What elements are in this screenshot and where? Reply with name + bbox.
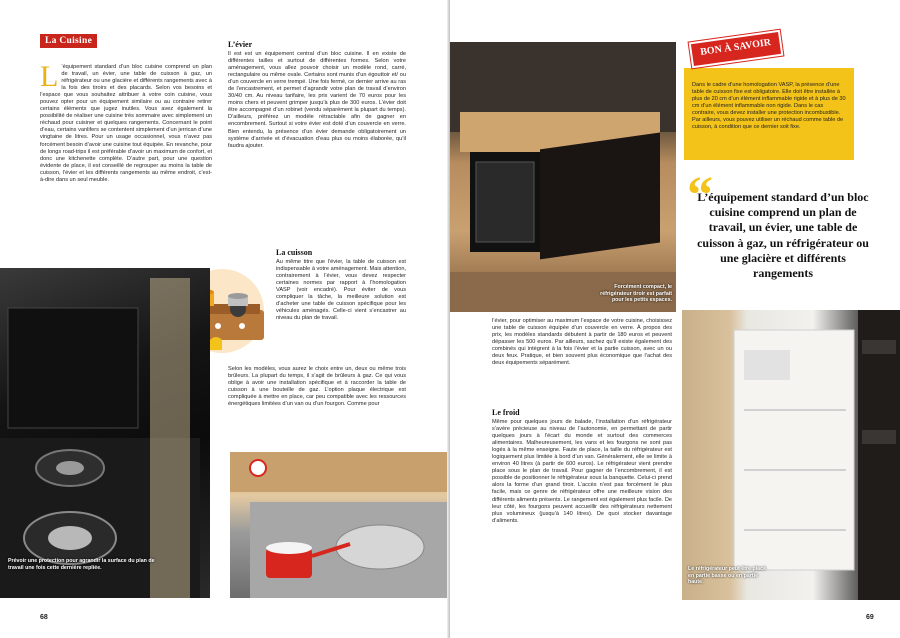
cuisson-text-b: Selon les modèles, vous aurez le choix entre un, deux ou même trois brûleurs. La plupart du temps, il s’agit de brûleurs à gaz. Ce qui vous oblige à avoir une installation spécifique et à raccorder la table de cuisson à une bouteille de gaz. L’option plaque électrique est compliquée à mettre en place, car peu compatible avec les ressources énergétiques limitées d’un van ou d’un fourgon. Comme pour xyxy=(228,366,406,408)
fridge-photo xyxy=(682,310,900,600)
drawer-photo-caption: Forcément compact, le réfrigérateur tiroir est parfait pour les petits espaces. xyxy=(600,284,672,304)
cuisson-continued xyxy=(228,366,406,450)
quote-mark-icon: “ xyxy=(687,167,713,224)
cuisson-heading: La cuisson xyxy=(276,248,313,257)
evier-heading: L’évier xyxy=(228,40,253,49)
right-page xyxy=(450,0,900,638)
froid-heading: Le froid xyxy=(492,408,520,417)
folio-left: 68 xyxy=(40,614,48,621)
continuation-column xyxy=(492,318,672,398)
cuisson-text-a: Au même titre que l’évier, la table de cuisson est indispensable à votre aménagement. Mais attention, contrairement à l’évier, vous devez respecter certaines normes par rapport à l’homologation VASP (voir encadré). Pour éviter de vous compliquer la tâche, la meilleure solution est d’acheter une table de cuisson spécifique pour les véhicules aménagés. Celle-ci vient s’encastrer au niveau du plan de travail. xyxy=(276,259,406,322)
dropcap: L xyxy=(40,64,59,93)
info-box-text: Dans le cadre d’une homologation VASP, la présence d’une table de cuisson fixe est obligatoire. Elle doit être installée à plus de 20 cm d’un élément inflammable rigide et à plus de 30 cm d’un élément inflammable non rigide. Dans le cas contraire, vous devez installer une protection incombustible. Par ailleurs, vous pouvez utiliser un réchaud comme table de cuisson, à condition que ce dernier soit fixe. xyxy=(692,82,846,130)
badge-label: BON À SAVOIR xyxy=(699,37,772,58)
folio-right: 69 xyxy=(866,614,874,621)
section-tag: La Cuisine xyxy=(40,34,97,48)
intro-column xyxy=(40,64,212,270)
continuation-text: l’évier, pour optimiser au maximum l’espace de votre cuisine, choisissez une table de cuisson équipée d’un couvercle en verre. À propos des prix, les modèles standards débutent à partir de 180 euros et peuvent dépasser les 500 euros. Par ailleurs, sachez qu’il existe également des combinés qui intègrent à la fois l’évier et la partie cuisson, avec un ou deux feux. Pratique, et bien souvent plus économique que l’achat des deux équipements séparément. xyxy=(492,318,672,367)
intro-text: ’équipement standard d’un bloc cuisine comprend un plan de travail, un évier, une table de cuisson à gaz, un réfrigérateur ou une glacière et différents rangements avec à la fois des tiroirs et des placards. Selon vos besoins et l’espace que vous souhaitez attribuer à votre coin cuisine, vous pouvez opter pour un équipement similaire ou au contraire retirer certains éléments que jugez inutiles. Vous avez également la possibilité de réaliser une cuisine très sommaire avec simplement un réchaud pour cuisiner et quelques rangements. Concernant le point d’eau, certains vanlifers se contentent simplement d’un jerrican d’une vingtaine de litres. Pour un usage occasionnel, vous n’avez pas forcément besoin d’avoir une cuisine tout équipée. En revanche, pour de longs road-trips il est préférable d’avoir un maximum de confort, et donc une kitchenette complète. D’autre part, pour une question évidente de place, il est conseillé de regrouper au moins la table de cuisson, l’évier et les différents rangements au même endroit, c’est-à-dire dans un seul meuble. xyxy=(40,64,212,183)
bon-a-savoir-badge xyxy=(688,32,786,64)
froid-text: Même pour quelques jours de balade, l’installation d’un réfrigérateur s’avère précieuse au niveau de l’autonomie, en permettant de partir quelques jours à l’écart du monde et surtout des commerces alimentaires. Malheureusement, les vans et les fourgons ne sont pas logés à la même enseigne. Faute de place, la taille du réfrigérateur est logiquement plus limitée à bord d’un van. Généralement, elle se limite à environ 40 litres (à partir de 600 euros). Le réfrigérateur vient prendre place sous le plan de travail. Pour gagner de l’encombrement, il est possible de positionner le réfrigérateur sous la banquette. Celui-ci prend alors la forme d’un grand tiroir. L’accès n’est pas forcément le plus facile, mais ce genre de réfrigérateur offre une meilleure vision des différents aliments présents. Le rangement est également plus facile. De leur côté, les fourgons peuvent accueillir des réfrigérateurs nettement plus volumineux (jusqu’à 140 litres). De quoi stocker davantage d’aliments. xyxy=(492,419,672,524)
cuisson-section xyxy=(276,246,406,366)
sink-photo xyxy=(230,452,450,598)
fridge-photo-caption: Le réfrigérateur peut être placé en partie basse ou en partie haute. xyxy=(688,566,767,586)
froid-section xyxy=(492,406,672,602)
hob-photo xyxy=(0,268,210,598)
drawer-fridge-photo xyxy=(450,42,676,312)
evier-section xyxy=(228,38,406,250)
hob-photo-caption: Prévoir une protection pour agrandir la surface du plan de travail une fois cette dernière repliée. xyxy=(8,558,155,571)
pull-quote-text: L’équipement standard d’un bloc cuisine comprend un plan de travail, un évier, une table de cuisson à gaz, un réfrigérateur ou une glacière et différents rangements xyxy=(697,190,869,281)
evier-text: Il est est un équipement central d’un bloc cuisine. Il en existe de différentes tailles et surtout de différentes formes. Selon votre aménagement, vous allez pouvoir choisir un modèle rond, carré, rectangulaire ou même ovale. Certains sont munis d’un égouttoir et/ ou d’un couvercle en verre trempé. Une fois fermé, ce dernier arrive au ras de l’encastrement, et permet d’agrandir votre plan de travail d’environ 30/40 cm. Au niveau tarifaire, les prix varient de 70 euros pour les moins chers et peuvent grimper jusqu’à plus de 300 euros. L’évier doit être accompagné d’un robinet (vendu séparément la plupart du temps). D’ailleurs, préférez un modèle rétractable afin de gagner en encombrement. Surtout si votre évier est doté d’un couvercle en verre. Bien entendu, la présence d’un évier demande obligatoirement un système d’arrivée et d’évacuation d’eau plus ou moins élaborée, qu’il faudra ajouter. xyxy=(228,51,406,149)
info-box xyxy=(684,68,854,160)
